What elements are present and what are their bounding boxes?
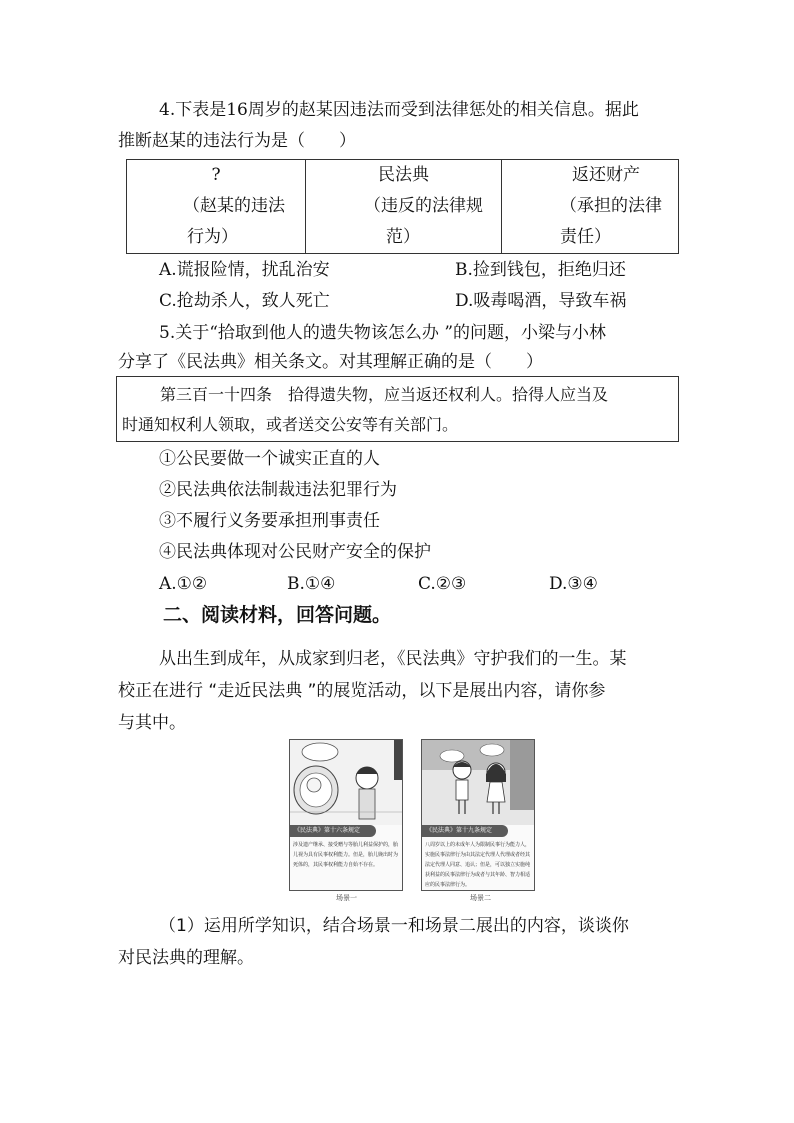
q5-option-b: B.①④ xyxy=(287,574,336,594)
q4-table-cell-law xyxy=(306,160,502,254)
q4-table xyxy=(126,159,679,254)
scene2-text: 八周岁以上的未成年人为限制民事行为能力人，实施民事法律行为由其法定代理人代理或者经其法定代理人同意、追认；但是，可以独立实施纯获利益的民事法律行为或者与其年龄、智力相适应的民事法律行为。 xyxy=(425,842,531,888)
q1-line2: 对民法典的理解。 xyxy=(118,948,254,968)
q4-option-a: A.谎报险情，扰乱治安 xyxy=(159,260,330,280)
material-line3: 与其中。 xyxy=(118,713,186,733)
section-heading: 二、阅读材料，回答问题。 xyxy=(163,604,392,626)
q5-option-a: A.①② xyxy=(159,574,208,594)
q4-table-cell-line: 行为） xyxy=(187,227,238,247)
scene1-text: 涉及遗产继承、接受赠与等胎儿利益保护的，胎儿视为具有民事权利能力。但是，胎儿娩出时为死体的，其民事权利能力自始不存在。 xyxy=(293,842,399,868)
q4-table-cell-line: 返还财产 xyxy=(572,165,640,185)
material-line1: 从出生到成年，从成家到归老，《民法典》守护我们的一生。某 xyxy=(159,649,627,669)
q5-statement-4: ④民法典体现对公民财产安全的保护 xyxy=(159,542,431,562)
q1-line1: （1）运用所学知识，结合场景一和场景二展出的内容，谈谈你 xyxy=(159,916,629,936)
q4-option-b: B.捡到钱包，拒绝归还 xyxy=(455,260,626,280)
q4-table-cell-line: （赵某的违法 xyxy=(183,196,285,216)
q4-stem-line1: 4.下表是16周岁的赵某因违法而受到法律惩处的相关信息。据此 xyxy=(159,100,639,120)
q4-table-cell-liability xyxy=(502,160,679,254)
q4-option-c: C.抢劫杀人，致人死亡 xyxy=(159,291,330,311)
material-line2: 校正在进行 “走近民法典 ”的展览活动，以下是展出内容，请你参 xyxy=(118,681,606,701)
q5-statement-2: ②民法典依法制裁违法犯罪行为 xyxy=(159,480,397,500)
scene2-caption: 《民法典》第十九条规定 xyxy=(422,825,508,837)
scene1-illustration xyxy=(289,739,403,891)
q4-option-d: D.吸毒喝酒，导致车祸 xyxy=(455,291,627,311)
scene2-illustration xyxy=(421,739,535,891)
law-article-line1: 第三百一十四条 拾得遗失物，应当返还权利人。拾得人应当及 xyxy=(160,385,609,404)
q4-table-cell-line: （承担的法律 xyxy=(560,196,662,216)
q4-table-cell-line: 范） xyxy=(386,227,420,247)
scene2-label: 场景二 xyxy=(470,894,491,902)
q5-statement-3: ③不履行义务要承担刑事责任 xyxy=(159,511,380,531)
q5-statement-1: ①公民要做一个诚实正直的人 xyxy=(159,449,380,469)
q4-table-cell-line: （违反的法律规 xyxy=(364,196,483,216)
q4-table-cell-line: 责任） xyxy=(560,227,611,247)
q5-stem-line2: 分享了《民法典》相关条文。对其理解正确的是（ ） xyxy=(118,352,543,372)
q4-table-cell-line: ? xyxy=(211,165,221,185)
q4-table-cell-line: 民法典 xyxy=(378,165,429,185)
q5-stem-line1: 5.关于“拾取到他人的遗失物该怎么办 ”的问题，小梁与小林 xyxy=(159,323,607,343)
scene1-drawing xyxy=(290,740,402,825)
q5-option-d: D.③④ xyxy=(549,574,598,594)
scene1-label: 场景一 xyxy=(336,894,357,902)
law-article-box xyxy=(116,376,679,442)
scene1-caption: 《民法典》第十六条规定 xyxy=(290,825,376,837)
q4-table-cell-behavior xyxy=(127,160,306,254)
scene2-drawing xyxy=(422,740,534,825)
law-article-line2: 时通知权利人领取，或者送交公安等有关部门。 xyxy=(122,415,459,434)
q5-option-c: C.②③ xyxy=(418,574,467,594)
q4-stem-line2: 推断赵某的违法行为是（ ） xyxy=(118,131,356,151)
